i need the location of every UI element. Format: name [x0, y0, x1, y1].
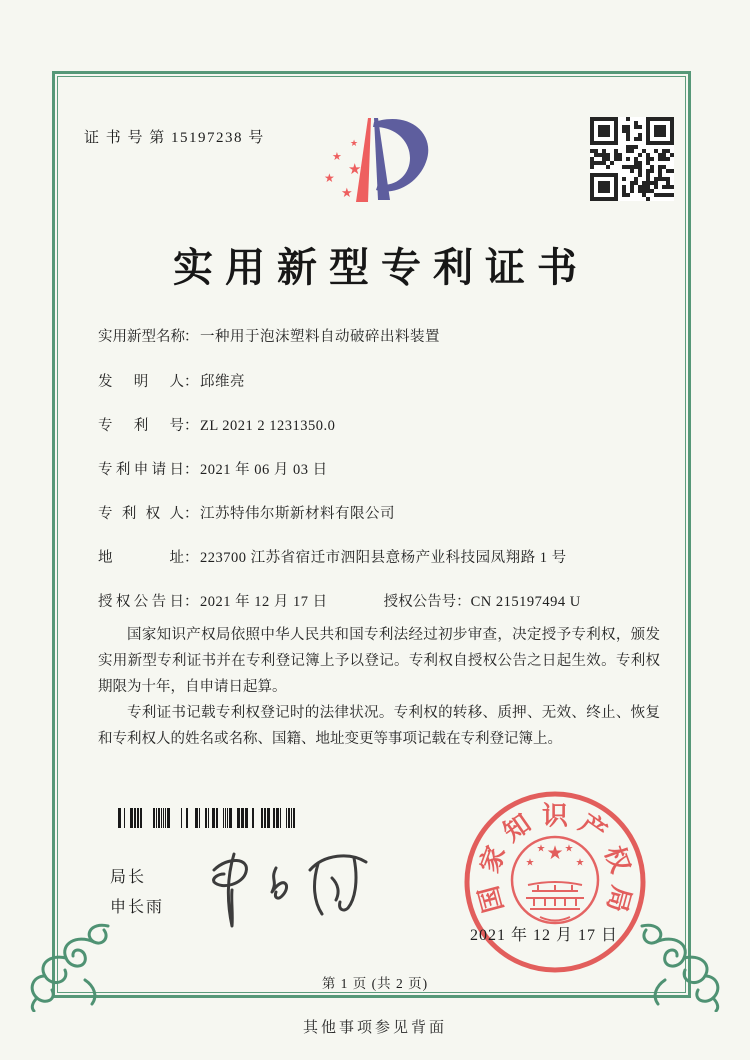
field-label: 地址	[98, 550, 184, 566]
field-value: ZL 2021 2 1231350.0	[200, 418, 336, 434]
field-row-grant: 授权公告日： 2021 年 12 月 17 日 授权公告号：CN 215197494 U	[98, 590, 581, 611]
svg-text:★: ★	[332, 150, 342, 163]
svg-text:★: ★	[350, 139, 359, 149]
svg-text:知: 知	[498, 808, 537, 848]
field-value: 一种用于泡沫塑料自动破碎出料装置	[200, 329, 440, 345]
certificate-number: 证 书 号 第 15197238 号	[84, 130, 265, 146]
svg-text:★: ★	[341, 186, 353, 201]
legal-text-block	[98, 622, 660, 752]
corner-flourish-bottom-left	[24, 920, 116, 1012]
field-value: 邱维亮	[200, 374, 245, 390]
back-side-note: 其他事项参见背面	[302, 1020, 447, 1036]
field-label: 专利号	[98, 418, 184, 434]
field-value: 江苏特伟尔斯新材料有限公司	[200, 506, 395, 522]
svg-text:★: ★	[324, 171, 335, 185]
field-label: 授权公告日	[98, 594, 184, 610]
field-row-inventor: 发明人： 邱维亮	[98, 370, 245, 391]
svg-text:局: 局	[601, 882, 637, 916]
qr-code-icon	[590, 117, 674, 201]
svg-text:★: ★	[525, 857, 535, 869]
svg-text:★: ★	[564, 843, 574, 855]
field-value: 223700 江苏省宿迁市泗阳县意杨产业科技园凤翔路 1 号	[200, 550, 567, 566]
svg-text:★: ★	[546, 842, 564, 864]
signature-handwriting-icon	[198, 840, 403, 935]
seal-date: 2021 年 12 月 17 日	[470, 927, 619, 944]
page-number: 第 1 页 (共 2 页)	[321, 976, 429, 991]
field-row-name: 实用新型名称： 一种用于泡沫塑料自动破碎出料装置	[98, 325, 440, 346]
legal-paragraph-1: 国家知识产权局依照中华人民共和国专利法经过初步审查，决定授予专利权，颁发实用新型专利证书并在专利登记簿上予以登记。专利权自授权公告之日起生效。专利权期限为十年，自申请日起算。	[98, 627, 660, 695]
svg-text:★: ★	[536, 843, 546, 855]
field-value-grant-no: CN 215197494 U	[470, 594, 581, 610]
field-label: 发明人	[98, 374, 184, 390]
svg-text:权: 权	[598, 842, 636, 877]
field-label: 专利权人	[98, 506, 184, 522]
field-row-address: 地址： 223700 江苏省宿迁市泗阳县意杨产业科技园凤翔路 1 号	[98, 546, 567, 567]
cnipa-logo-icon	[312, 102, 472, 220]
official-seal-icon	[460, 787, 650, 977]
field-value: 2021 年 12 月 17 日	[200, 594, 328, 610]
field-label: 专利申请日	[98, 462, 184, 478]
svg-text:家: 家	[474, 842, 512, 877]
field-row-patentee: 专利权人： 江苏特伟尔斯新材料有限公司	[98, 502, 395, 523]
barcode-icon	[105, 808, 297, 828]
legal-paragraph-2: 专利证书记载专利权登记时的法律状况。专利权的转移、质押、无效、终止、恢复和专利权人的姓名或名称、国籍、地址变更等事项记载在专利登记簿上。	[98, 705, 660, 747]
svg-text:识: 识	[541, 801, 569, 831]
commissioner-title: 局长	[110, 869, 147, 886]
field-label: 实用新型名称	[98, 329, 185, 345]
svg-text:国: 国	[473, 882, 509, 916]
svg-text:★: ★	[348, 160, 362, 178]
svg-text:产: 产	[573, 808, 612, 848]
field-value: 2021 年 06 月 03 日	[200, 462, 328, 478]
field-row-filing-date: 专利申请日： 2021 年 06 月 03 日	[98, 458, 328, 479]
field-row-patent-no: 专利号： ZL 2021 2 1231350.0	[98, 414, 335, 435]
commissioner-name: 申长雨	[110, 899, 165, 916]
field-label-grant-no: 授权公告号：	[383, 594, 471, 610]
svg-text:★: ★	[575, 857, 585, 869]
certificate-title: 实用新型专利证书	[173, 245, 589, 290]
